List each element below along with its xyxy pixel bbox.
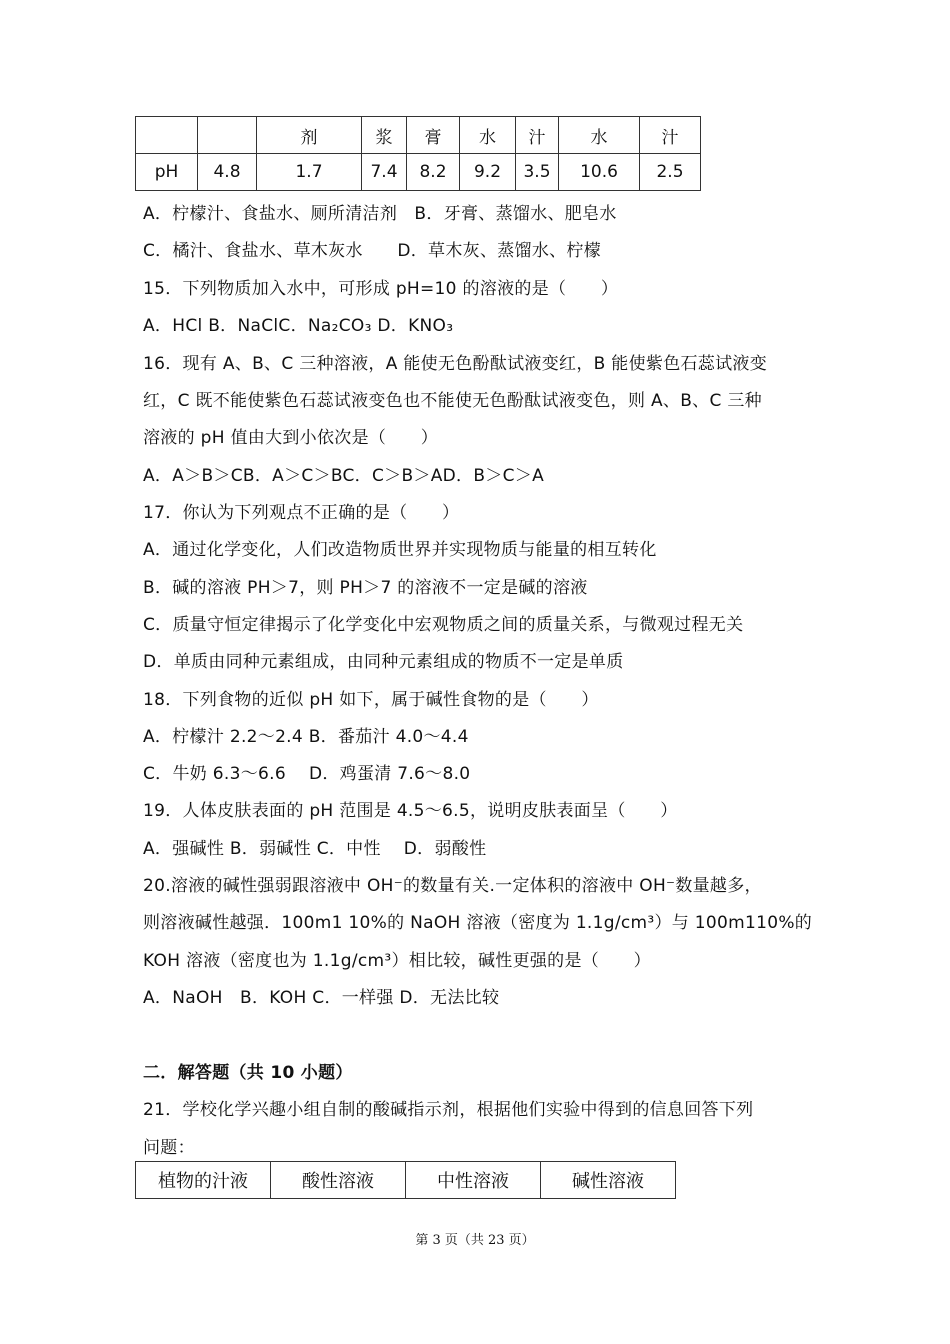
text-line: 溶液的 pH 值由大到小依次是（ ）	[143, 428, 439, 448]
text-line: A．通过化学变化，人们改造物质世界并实现物质与能量的相互转化	[143, 540, 657, 560]
table-cell	[198, 117, 257, 154]
table-row	[136, 117, 701, 154]
text-line: A．强碱性 B．弱碱性 C．中性 D．弱酸性	[143, 839, 487, 859]
question-20: 20.溶液的碱性强弱跟溶液中 OH⁻的数量有关.一定体积的溶液中 OH⁻数量越多，	[143, 876, 762, 896]
question-21: 21．学校化学兴趣小组自制的酸碱指示剂，根据他们实验中得到的信息回答下列	[143, 1100, 754, 1120]
table-cell: 膏	[407, 117, 460, 154]
text-line: D．单质由同种元素组成，由同种元素组成的物质不一定是单质	[143, 652, 624, 672]
text-line: KOH 溶液（密度也为 1.1g/cm³）相比较，碱性更强的是（ ）	[143, 951, 651, 971]
table-header-cell: 酸性溶液	[271, 1162, 406, 1199]
text-line: 红，C 既不能使紫色石蕊试液变色也不能使无色酚酞试液变色，则 A、B、C 三种	[143, 391, 762, 411]
text-line: A．NaOH B．KOH C．一样强 D．无法比较	[143, 988, 500, 1008]
text-line: A．HCl B．NaClC．Na₂CO₃ D．KNO₃	[143, 316, 454, 336]
table-cell: 4.8	[198, 154, 257, 191]
text-line: A．柠檬汁、食盐水、厕所清洁剂 B．牙膏、蒸馏水、肥皂水	[143, 204, 617, 224]
table-cell: 剂	[257, 117, 362, 154]
text-line: A．柠檬汁 2.2～2.4 B．番茄汁 4.0～4.4	[143, 727, 469, 747]
table-cell: 水	[559, 117, 640, 154]
table-header-cell: 植物的汁液	[136, 1162, 271, 1199]
section-heading: 二．解答题（共 10 小题）	[143, 1063, 353, 1083]
text-line: A．A＞B＞CB．A＞C＞BC．C＞B＞AD．B＞C＞A	[143, 466, 545, 486]
table-row	[136, 154, 701, 191]
table-header-cell: 碱性溶液	[541, 1162, 676, 1199]
page-footer: 第 3 页（共 23 页）	[415, 1233, 535, 1248]
table-cell: 10.6	[559, 154, 640, 191]
table-row	[136, 1162, 676, 1199]
text-line: C．质量守恒定律揭示了化学变化中宏观物质之间的质量关系，与微观过程无关	[143, 615, 744, 635]
table-cell: 3.5	[516, 154, 559, 191]
text-line: B．碱的溶液 PH＞7，则 PH＞7 的溶液不一定是碱的溶液	[143, 578, 588, 598]
table-cell: 7.4	[362, 154, 407, 191]
question-15: 15．下列物质加入水中，可形成 pH=10 的溶液的是（ ）	[143, 279, 619, 299]
table-header-cell: 中性溶液	[406, 1162, 541, 1199]
table-cell: 汁	[516, 117, 559, 154]
text-line: C．牛奶 6.3～6.6 D．鸡蛋清 7.6～8.0	[143, 764, 471, 784]
table-cell: 1.7	[257, 154, 362, 191]
question-18: 18．下列食物的近似 pH 如下，属于碱性食物的是（ ）	[143, 690, 599, 710]
ph-table	[135, 116, 701, 191]
table-cell: 8.2	[407, 154, 460, 191]
text-line: 则溶液碱性越强．100m1 10%的 NaOH 溶液（密度为 1.1g/cm³）与 100m110%的	[143, 913, 813, 933]
table-cell: 浆	[362, 117, 407, 154]
table-cell	[136, 117, 198, 154]
indicator-table	[135, 1161, 676, 1199]
question-19: 19．人体皮肤表面的 pH 范围是 4.5～6.5，说明皮肤表面呈（ ）	[143, 801, 678, 821]
table-cell: 汁	[640, 117, 701, 154]
table-cell: 水	[460, 117, 516, 154]
text-line: 问题：	[143, 1138, 195, 1158]
text-line: C．橘汁、食盐水、草木灰水 D．草木灰、蒸馏水、柠檬	[143, 241, 602, 261]
question-16: 16．现有 A、B、C 三种溶液，A 能使无色酚酞试液变红，B 能使紫色石蕊试液变	[143, 354, 767, 374]
table-cell: pH	[136, 154, 198, 191]
table-cell: 2.5	[640, 154, 701, 191]
question-17: 17．你认为下列观点不正确的是（ ）	[143, 503, 460, 523]
table-cell: 9.2	[460, 154, 516, 191]
